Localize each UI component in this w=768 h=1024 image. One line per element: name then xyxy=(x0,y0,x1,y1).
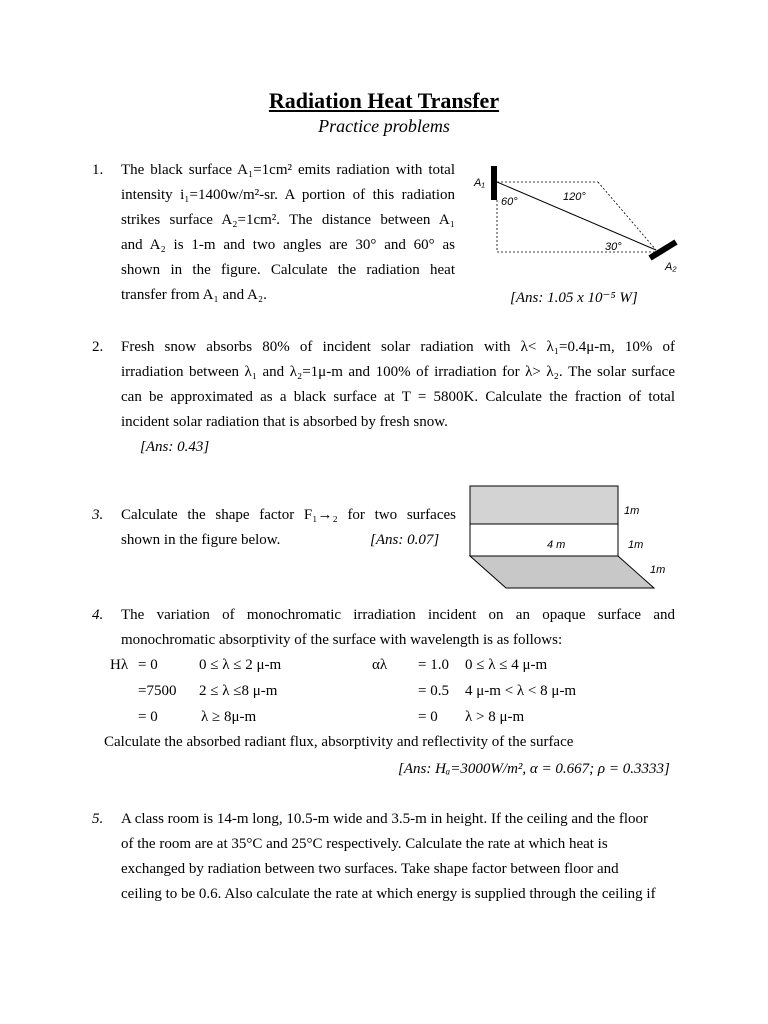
label-a2: A₂ xyxy=(665,261,677,273)
problem-1-answer: [Ans: 1.05 x 10⁻⁵ W] xyxy=(510,290,638,306)
alpha-range-2: 4 μ-m < λ < 8 μ-m xyxy=(465,683,577,699)
alpha-value-3: = 0 xyxy=(418,709,438,725)
top-surface xyxy=(470,486,618,524)
problem-1-line-2: intensity i₁=1400w/m²-sr. A portion of this radiation xyxy=(121,187,455,203)
problem-1-figure xyxy=(470,160,690,280)
label-1m-depth: 1m xyxy=(650,564,666,576)
alpha-value-1: = 1.0 xyxy=(418,657,449,673)
problem-2-line-2: irradiation between λ₁ and λ₂=1μ-m and 100% of irradiation for λ> λ₂. The solar surface xyxy=(121,364,675,380)
label-1m-top: 1m xyxy=(624,505,640,517)
label-4m: 4 m xyxy=(547,539,566,551)
problem-2-line-3: can be approximated as a black surface at T = 5800K. Calculate the fraction of total xyxy=(121,389,675,405)
problem-5-line-3: exchanged by radiation between two surfaces. Take shape factor between floor and xyxy=(121,861,619,877)
problem-1-line-5: shown in the figure. Calculate the radiation heat xyxy=(121,262,455,278)
h-range-3: λ ≥ 8μ-m xyxy=(201,709,257,725)
problem-1-line-4: and A₂ is 1-m and two angles are 30° and 60° as xyxy=(121,237,455,253)
problem-1-number: 1. xyxy=(92,162,104,178)
surface-a2-plate xyxy=(650,242,676,258)
problem-2-number: 2. xyxy=(92,339,104,355)
problem-1-line-3: strikes surface A₂=1cm². The distance between A₁ xyxy=(121,212,455,228)
bottom-surface xyxy=(470,556,654,588)
alpha-lambda-symbol: αλ xyxy=(372,657,388,673)
page-title: Radiation Heat Transfer xyxy=(268,88,500,113)
alpha-range-3: λ > 8 μ-m xyxy=(465,709,525,725)
problem-5-number: 5. xyxy=(92,811,104,827)
problem-2-answer: [Ans: 0.43] xyxy=(140,439,210,455)
middle-gap xyxy=(470,524,618,556)
h-lambda-symbol: Hλ xyxy=(110,657,129,673)
problem-4-question: Calculate the absorbed radiant flux, absorptivity and reflectivity of the surface xyxy=(104,734,574,750)
h-range-2: 2 ≤ λ ≤8 μ-m xyxy=(199,683,278,699)
problem-2-line-1: Fresh snow absorbs 80% of incident solar radiation with λ< λ₁=0.4μ-m, 10% of xyxy=(121,339,675,355)
problem-1-line-6: transfer from A₁ and A₂. xyxy=(121,287,267,303)
problem-5-line-4: ceiling to be 0.6. Also calculate the rate at which energy is supplied through the ceiling if xyxy=(121,886,656,902)
problem-4-line-1: The variation of monochromatic irradiation incident on an opaque surface and xyxy=(121,607,675,623)
problem-3-line-2: shown in the figure below. xyxy=(121,532,281,548)
label-60: 60° xyxy=(501,196,518,208)
problem-1-line-1: The black surface A₁=1cm² emits radiation with total xyxy=(121,162,455,178)
label-1m-mid: 1m xyxy=(628,539,644,551)
problem-3-figure xyxy=(468,484,678,594)
h-value-3: = 0 xyxy=(138,709,158,725)
h-value-2: =7500 xyxy=(138,683,177,699)
alpha-value-2: = 0.5 xyxy=(418,683,449,699)
problem-2-line-4: incident solar radiation that is absorbed by fresh snow. xyxy=(121,414,448,430)
label-120: 120° xyxy=(563,191,586,203)
h-range-1: 0 ≤ λ ≤ 2 μ-m xyxy=(199,657,282,673)
label-a1: A₁ xyxy=(474,177,485,189)
problem-4-number: 4. xyxy=(92,607,104,623)
problem-4-line-2: monochromatic absorptivity of the surface with wavelength is as follows: xyxy=(121,632,563,648)
h-value-1: = 0 xyxy=(138,657,158,673)
dashed-diag xyxy=(598,182,656,250)
problem-3-line-1: Calculate the shape factor F₁→₂ for two surfaces xyxy=(121,507,456,523)
problem-3-number: 3. xyxy=(92,507,104,523)
problem-5-line-1: A class room is 14-m long, 10.5-m wide and 3.5-m in height. If the ceiling and the floor xyxy=(121,811,648,827)
page-subtitle: Practice problems xyxy=(318,116,450,136)
problem-3-answer: [Ans: 0.07] xyxy=(370,532,440,548)
problem-5-line-2: of the room are at 35°C and 25°C respectively. Calculate the rate at which heat is xyxy=(121,836,608,852)
problem-4-answer: [Ans: Hₐ=3000W/m², α = 0.667; ρ = 0.3333] xyxy=(398,761,670,777)
surface-a1-plate xyxy=(491,166,497,200)
label-30: 30° xyxy=(605,241,622,253)
alpha-range-1: 0 ≤ λ ≤ 4 μ-m xyxy=(465,657,548,673)
